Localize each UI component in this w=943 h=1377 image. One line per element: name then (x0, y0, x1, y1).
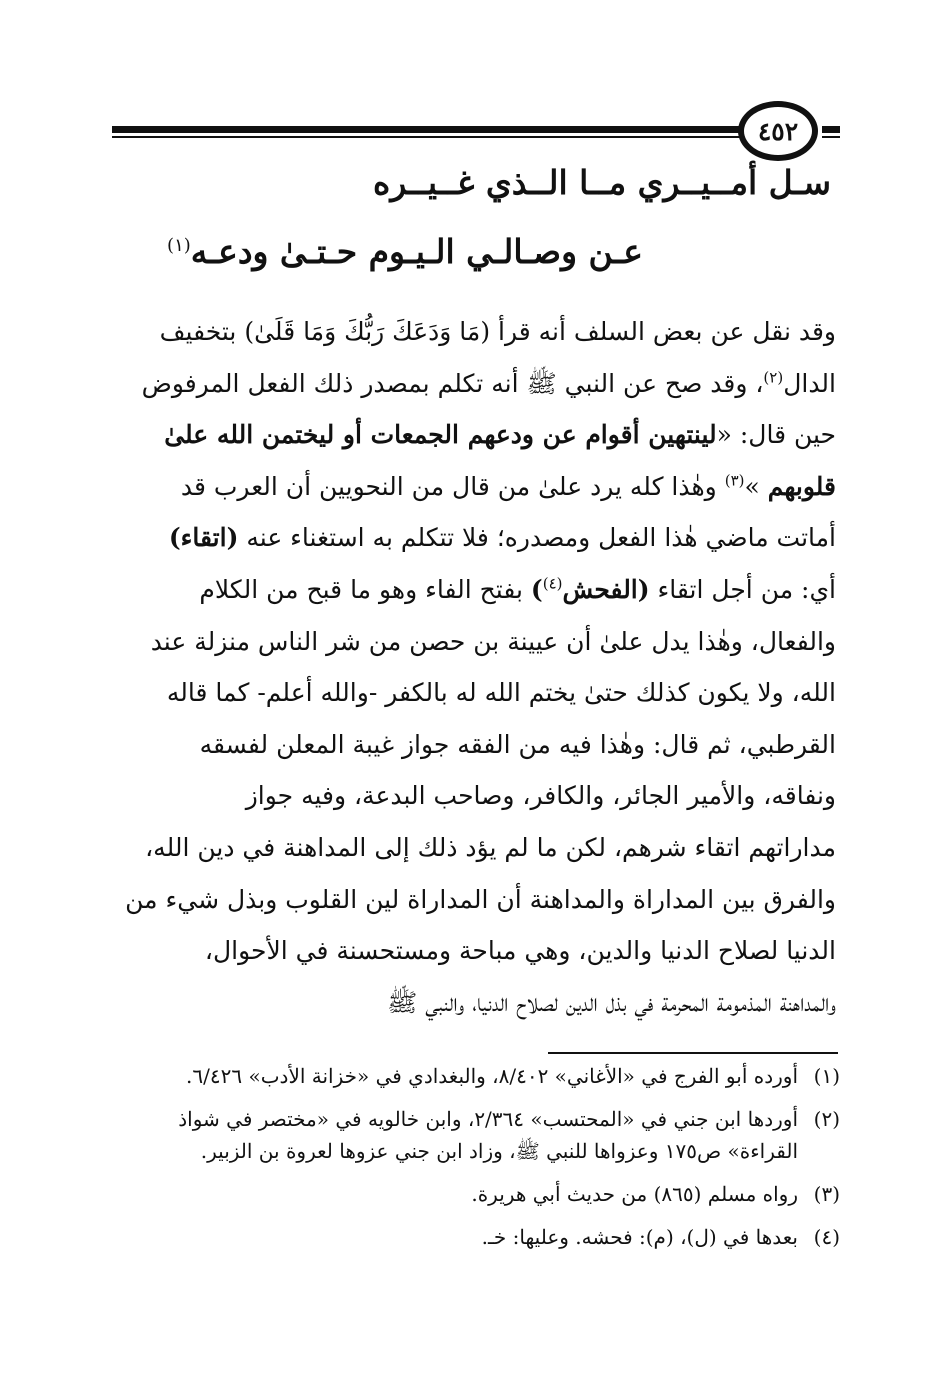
body-line: الدنيا لصلاح الدنيا والدين، وهي مباحة ومستحسنة في الأحوال، (204, 936, 836, 966)
footnote-line: رواه مسلم (٨٦٥) من حديث أبي هريرة. (471, 1182, 798, 1206)
footnote-ref: (٣) (724, 471, 745, 490)
body-line (110, 461, 836, 513)
footnote (100, 1103, 840, 1167)
body-line (110, 409, 836, 461)
keyword: (اتقاء) (168, 523, 239, 553)
body-line: والفرق بين المداراة والمداهنة أن المداراة لين القلوب وبذل شيء من (125, 884, 836, 914)
footnote-ref: (٢) (763, 368, 784, 387)
footnote-text (100, 1221, 798, 1253)
body-line: وقد نقل عن بعض السلف أنه قرأ (مَا وَدَعَكَ رَبُّكَ وَمَا قَلَىٰ) بتخفيف (159, 317, 836, 346)
footnote (100, 1060, 840, 1092)
footnote-number: (١) (813, 1064, 840, 1088)
footnotes (100, 1060, 840, 1264)
footnote-line: أوردها ابن جني في «المحتسب» ٢/٣٦٤، وابن خالويه في «مختصر في شواذ (178, 1107, 798, 1131)
body-line (110, 564, 836, 616)
body-text-span: ، وقد صح عن النبي ﷺ أنه تكلم بمصدر ذلك الفعل المرفوض (141, 368, 764, 398)
footnote-number: (٢) (813, 1107, 840, 1131)
body-text-span: حين قال: « (716, 420, 836, 450)
hadith-text: قلوبهم (767, 471, 836, 501)
footnote-number: (٤) (813, 1225, 840, 1249)
body-line (110, 358, 836, 410)
body-text-span: » (744, 471, 768, 501)
footnote-line: بعدها في (ل)، (م): فحشه. وعليها: خـ. (481, 1225, 798, 1249)
footnote-line: القراءة» ص١٧٥ وعزواها للنبي ﷺ، وزاد ابن جني عزوها لعروة بن الزبير. (200, 1139, 798, 1163)
keyword: (الفحش (562, 574, 650, 604)
page-number: ٤٥٢ (738, 101, 818, 161)
body-text-span: أي: من أجل اتقاء (649, 574, 836, 604)
header-rule-end-thin (822, 136, 840, 138)
body-text-span: بفتح الفاء وهو ما قبح من الكلام (199, 574, 531, 604)
body-line: مداراتهم اتقاء شرهم، لكن ما لم يؤد ذلك إلى المداهنة في دين الله، (145, 832, 836, 862)
body-paragraph (110, 306, 836, 1028)
verse-line-1: سـل أمــيــري مــا الــذي غــيــره (373, 163, 831, 202)
footnote-text (100, 1103, 798, 1167)
header-rule-end (822, 126, 840, 133)
body-line: والفعال، وهٰذا يدل علىٰ أن عيينة بن حصن من شر الناس منزلة عند (150, 626, 836, 656)
footnote-text (100, 1060, 798, 1092)
body-line: الله، ولا يكون كذلك حتىٰ يختم الله له بالكفر -والله أعلم- كما قاله (166, 678, 836, 708)
footnote (100, 1221, 840, 1253)
keyword-close: ) (530, 574, 543, 604)
footnote-text (100, 1178, 798, 1210)
header-rule (112, 126, 772, 133)
body-line: ونفاقه، والأمير الجائر، والكافر، وصاحب البدعة، وفيه جواز (245, 781, 836, 811)
footnote-separator (548, 1052, 838, 1054)
body-text-span: أماتت ماضي هٰذا الفعل ومصدره؛ فلا تتكلم به استغناء عنه (238, 523, 836, 553)
footnote (100, 1178, 840, 1210)
header-rule-thin (112, 136, 772, 138)
footnote-ref: (٤) (542, 574, 563, 593)
hadith-text: لينتهين أقوام عن ودعهم الجمعات أو ليختمن الله علىٰ (164, 420, 717, 450)
verse-line-2-text: عـن وصـالـي الـيـوم حـتـىٰ ودعـه (190, 232, 643, 271)
body-line: القرطبي، ثم قال: وهٰذا فيه من الفقه جواز غيبة المعلن لفسقه (199, 729, 836, 759)
body-text-span: وهٰذا كله يرد علىٰ من قال من النحويين أن العرب قد (180, 471, 725, 501)
footnote-number: (٣) (813, 1182, 840, 1206)
footnote-line: أورده أبو الفرج في «الأغاني» ٨/٤٠٢، والبغدادي في «خزانة الأدب» ٦/٤٢٦. (186, 1064, 798, 1088)
verse-line-2 (167, 232, 643, 271)
body-line (110, 512, 836, 564)
body-text-span: الدال (783, 368, 836, 398)
footnote-ref: (١) (167, 235, 191, 256)
body-line: والمداهنة المذمومة المحرمة في بذل الدين لصلاح الدنيا، والنبي ﷺ (387, 987, 836, 1017)
